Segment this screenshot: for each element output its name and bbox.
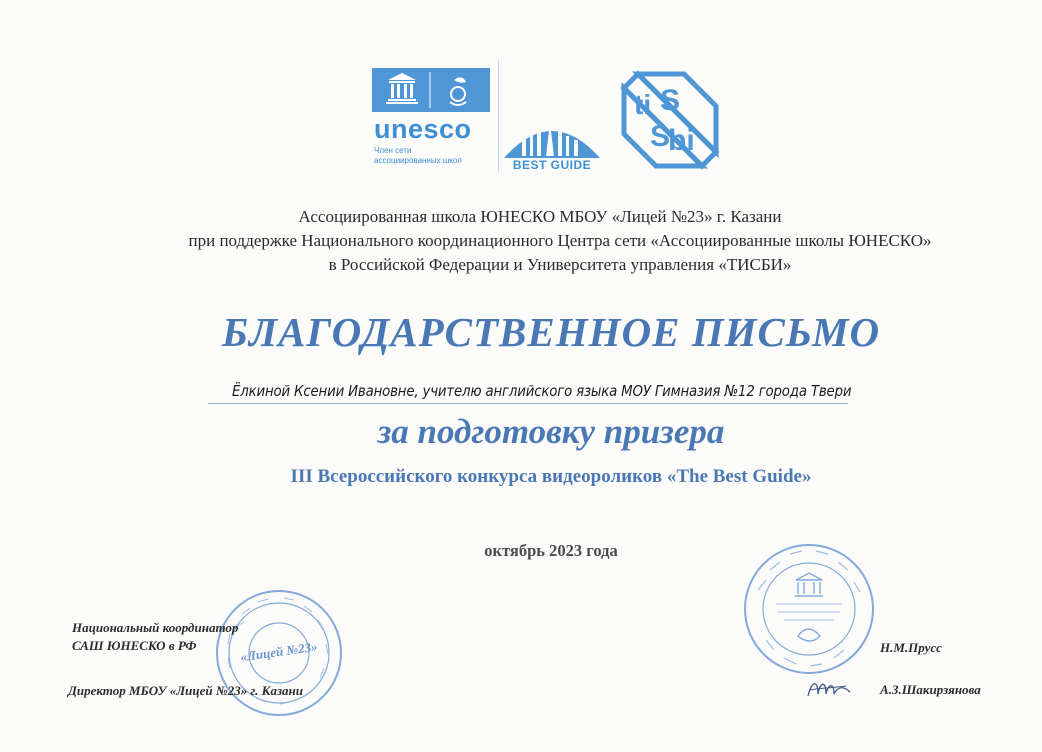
coordinator-title-line2: САШ ЮНЕСКО в РФ [72, 638, 197, 653]
organizer-line-2: при поддержке Национального координационного Центра сети «Ассоциированные школы ЮНЕСКО» [188, 231, 932, 250]
svg-text:S: S [660, 84, 681, 117]
svg-text:S: S [650, 120, 671, 153]
award-reason: за подготовку призера [377, 412, 725, 451]
svg-text:ti: ti [634, 89, 652, 120]
lyceum-stamp-center: «Лицей №23» [239, 638, 319, 665]
recipient-underline [208, 403, 848, 404]
contest-name: III Всероссийского конкурса видеороликов «The Best Guide» [290, 466, 812, 487]
director-title: Директор МБОУ «Лицей №23» г. Казани [68, 683, 303, 698]
recipient-name: Ёлкиной Ксении Ивановне, учителю английского языка МОУ Гимназия №12 города Твери [232, 382, 852, 400]
svg-text:bi: bi [668, 124, 695, 157]
director-name: А.З.Шакирзянова [880, 682, 981, 697]
city-skyline-icon [500, 112, 604, 160]
best-guide-logo [500, 112, 608, 176]
organizer-info [60, 205, 1042, 277]
tisbi-logo [620, 70, 720, 170]
logo-divider [498, 60, 499, 172]
unesco-council-seal-icon [740, 540, 878, 678]
organizer-line-3: в Российской Федерации и Университета управления «ТИСБИ» [328, 255, 792, 274]
issue-date: октябрь 2023 года [484, 541, 618, 560]
unesco-wordmark: unesco [374, 114, 472, 144]
tisbi-emblem-icon [620, 70, 720, 170]
letter-title: БЛАГОДАРСТВЕННОЕ ПИСЬМО [221, 309, 881, 355]
unesco-emblem [372, 68, 490, 112]
unesco-subtitle [374, 146, 494, 166]
unesco-council-stamp [740, 540, 878, 678]
handwritten-signature-icon [806, 676, 852, 702]
unesco-subtitle-line2: ассоциированных школ [374, 156, 462, 165]
best-guide-wordmark: BEST GUIDE [512, 158, 592, 172]
unesco-logo [372, 68, 494, 172]
organizer-line-1: Ассоциированная школа ЮНЕСКО МБОУ «Лицей №23» г. Казани [298, 207, 782, 226]
unesco-subtitle-line1: Член сети [374, 146, 412, 155]
coordinator-title-line1: Национальный координатор [72, 620, 239, 635]
coordinator-name: Н.М.Прусс [880, 640, 942, 655]
unesco-temple-icon [372, 68, 490, 112]
